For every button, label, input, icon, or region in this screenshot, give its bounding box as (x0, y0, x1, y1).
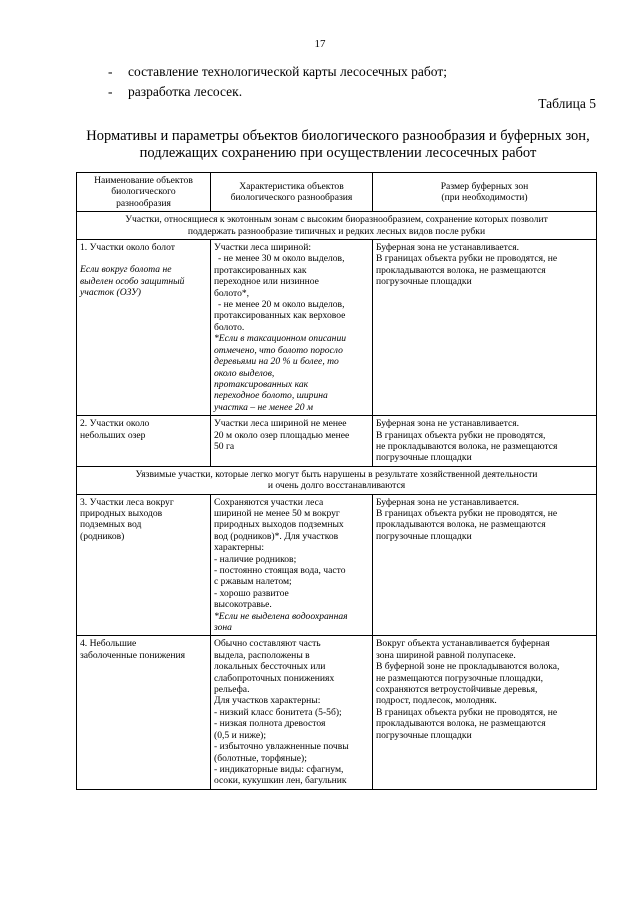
buffer-zone-cell: Буферная зона не устанавливается. В границах объекта рубки не проводятся, не прокладываются волока, не размещаются погрузочные площадки (373, 240, 597, 416)
object-name-cell: 4. Небольшие заболоченные понижения (77, 636, 211, 789)
section-row (77, 466, 597, 494)
table-row (77, 494, 597, 636)
header-cell: Наименование объектов биологического разнообразия (77, 173, 211, 212)
section-heading: Участки, относящиеся к экотонным зонам с высоким биоразнообразием, сохранение которых позволит поддержать разнообразие типичных и редких лесных видов после рубки (77, 212, 597, 240)
buffer-zone-cell: Буферная зона не устанавливается. В границах объекта рубки не проводятся, не прокладываются волока, не размещаются погрузочные площадки (373, 494, 597, 636)
norms-table (76, 172, 597, 790)
bullet-text: разработка лесосек. (128, 84, 243, 99)
header-cell: Характеристика объектов биологического разнообразия (211, 173, 373, 212)
characteristics-cell: Участки леса шириной: - не менее 30 м около выделов, протаксированных как переходное или низинное болото*, - не менее 20 м около выделов, протаксированных как верховое болото. *Если в таксационном описании отмечено, что болото поросло деревьями на 20 % и более, то около выделов, протаксированных как переходное болото, ширина участка – не менее 20 м (211, 240, 373, 416)
table-header-row (77, 173, 597, 212)
characteristics-cell: Сохраняются участки леса шириной не менее 50 м вокруг природных выходов подземных вод (родников)*. Для участков характерны: - наличие родников; - постоянно стоящая вода, часто с ржавым налетом; - хорошо развитое высокотравье. *Если не выделена водоохранная зона (211, 494, 373, 636)
characteristics-cell: Участки леса шириной не менее 20 м около озер площадью менее 50 га (211, 416, 373, 467)
characteristics-cell: Обычно составляют часть выдела, расположены в локальных бессточных или слабопроточных понижениях рельефа. Для участков характерны: - низкий класс бонитета (5-5б); - низкая полнота древостоя (0,5 и ниже); - избыточно увлажненные почвы (болотные, торфяные); - индикаторные виды: сфагнум, осоки, кукушкин лен, багульник (211, 636, 373, 789)
table-row (77, 240, 597, 416)
section-row (77, 212, 597, 240)
bullet-item: - разработка лесосек. (108, 84, 243, 99)
buffer-zone-cell: Буферная зона не устанавливается. В границах объекта рубки не проводятся, не прокладываются волока, не размещаются погрузочные площадки (373, 416, 597, 467)
bullet-list (108, 62, 447, 102)
table-row (77, 636, 597, 789)
section-heading: Уязвимые участки, которые легко могут быть нарушены в результате хозяйственной деятельности и очень долго восстанавливаются (77, 466, 597, 494)
header-cell: Размер буферных зон (при необходимости) (373, 173, 597, 212)
page-number: 17 (314, 38, 326, 50)
buffer-zone-cell: Вокруг объекта устанавливается буферная зона шириной равной полупасеке. В буферной зоне не прокладываются волока, не размещаются погрузочные площадки, сохраняются ветроустойчивые деревья, подрост, подлесок, молодняк. В границах объекта рубки не проводятся, не прокладываются волока, не размещаются погрузочные площадки (373, 636, 597, 789)
table-row (77, 416, 597, 467)
object-name-cell: 2. Участки около небольших озер (77, 416, 211, 467)
table-label: Таблица 5 (538, 96, 596, 111)
object-name-cell: 3. Участки леса вокруг природных выходов подземных вод (родников) (77, 494, 211, 636)
bullet-item: - составление технологической карты лесосечных работ; (108, 64, 447, 79)
bullet-text: составление технологической карты лесосечных работ; (128, 64, 447, 79)
object-name-cell: 1. Участки около болот Если вокруг болота не выделен особо защитный участок (ОЗУ) (77, 240, 211, 416)
table-title: Нормативы и параметры объектов биологического разнообразия и буферных зон, подлежащих сохранению при осуществлении лесосечных работ (86, 128, 590, 161)
